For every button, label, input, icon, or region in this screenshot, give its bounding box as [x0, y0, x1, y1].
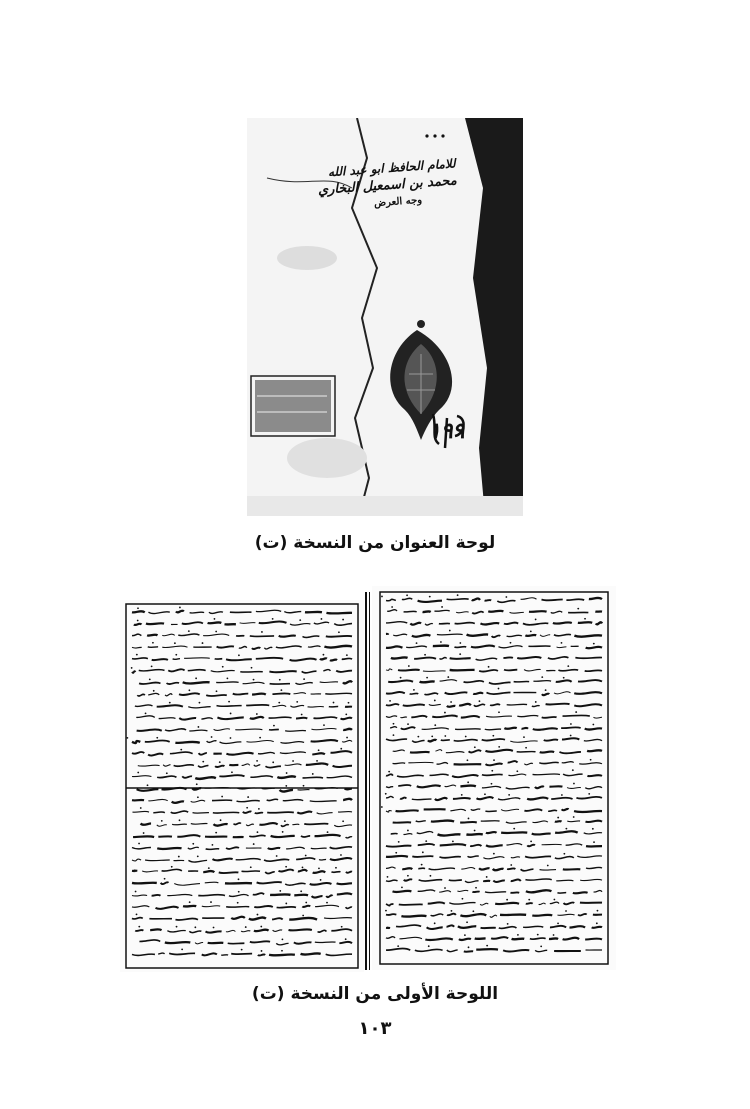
handwritten-line: [135, 926, 352, 933]
handwritten-line: [136, 712, 352, 719]
manuscript-title-line: محمد بن اسمعيل البخاري: [317, 173, 458, 199]
handwritten-line: [391, 828, 602, 836]
handwritten-line: [390, 723, 602, 730]
handwritten-line: [132, 642, 352, 649]
page-number: ١٠٣: [358, 1018, 392, 1039]
handwritten-line: [385, 793, 602, 800]
handwritten-line: [132, 866, 352, 874]
handwritten-line: [386, 641, 602, 648]
handwritten-line: [135, 701, 352, 708]
handwritten-line: [393, 886, 602, 893]
first-plate-caption: اللوحة الأولى من النسخة (ت): [251, 984, 499, 1004]
handwritten-line: [138, 760, 352, 768]
handwritten-line: [132, 913, 352, 920]
handwritten-line: [132, 748, 352, 756]
handwritten-line: [386, 769, 602, 777]
page-fold-divider: [365, 592, 367, 970]
handwritten-line: [386, 875, 602, 883]
handwritten-line: [386, 630, 602, 638]
handwritten-line: [393, 816, 602, 823]
handwritten-line: [386, 734, 602, 742]
handwritten-line: [386, 934, 602, 940]
handwritten-line: [132, 843, 352, 850]
page-fold-divider: [369, 592, 370, 970]
handwritten-line: [386, 711, 602, 718]
handwritten-line: [386, 618, 602, 625]
handwritten-line: [139, 677, 352, 684]
manuscript-right-page: [372, 586, 616, 970]
handwritten-line: [132, 948, 352, 955]
handwritten-line: [132, 878, 352, 885]
handwritten-line: [131, 665, 352, 672]
handwritten-line: [386, 665, 602, 671]
handwritten-line: [386, 840, 602, 846]
handwritten-line: [132, 796, 352, 803]
handwritten-line: [134, 618, 352, 625]
handwritten-line: [137, 689, 352, 696]
handwritten-line: [386, 700, 602, 707]
handwritten-line: [393, 746, 602, 753]
manuscript-title-line: وجه العرض: [373, 194, 423, 210]
handwritten-line: [141, 819, 352, 826]
handwritten-line: [132, 771, 352, 779]
handwritten-line: [386, 864, 602, 871]
handwritten-line: [132, 607, 352, 614]
handwritten-line: [137, 724, 352, 731]
handwritten-line: [387, 606, 602, 614]
handwritten-line: [132, 654, 352, 661]
handwritten-line: [386, 688, 602, 696]
handwritten-line: [381, 806, 602, 812]
handwritten-line: [132, 890, 352, 898]
handwritten-line: [391, 653, 602, 660]
handwritten-line: [132, 807, 352, 814]
manuscript-folio-number: ١٩٩: [429, 418, 465, 444]
handwritten-line: [386, 921, 602, 929]
handwritten-line: [132, 854, 352, 862]
handwritten-line: [132, 630, 352, 637]
handwritten-line: [386, 781, 602, 789]
title-plate-caption: لوحة العنوان من النسخة (ت): [254, 533, 496, 553]
handwritten-line: [388, 676, 602, 684]
manuscript-title-line: للامام الحافظ ابو عبد الله: [327, 156, 457, 180]
handwritten-line: [381, 594, 602, 602]
handwritten-line: [139, 938, 352, 945]
handwritten-line: [132, 901, 352, 909]
handwritten-line: [386, 898, 602, 906]
handwritten-line: [386, 945, 602, 952]
manuscript-left-page: [120, 600, 364, 972]
handwritten-line: [393, 759, 602, 765]
handwritten-line: [385, 910, 602, 918]
handwritten-line: [386, 851, 602, 858]
title-page-scan: [247, 118, 523, 516]
handwritten-line: [126, 736, 352, 743]
handwritten-line: [133, 831, 352, 838]
manuscript-dots: [425, 124, 436, 138]
